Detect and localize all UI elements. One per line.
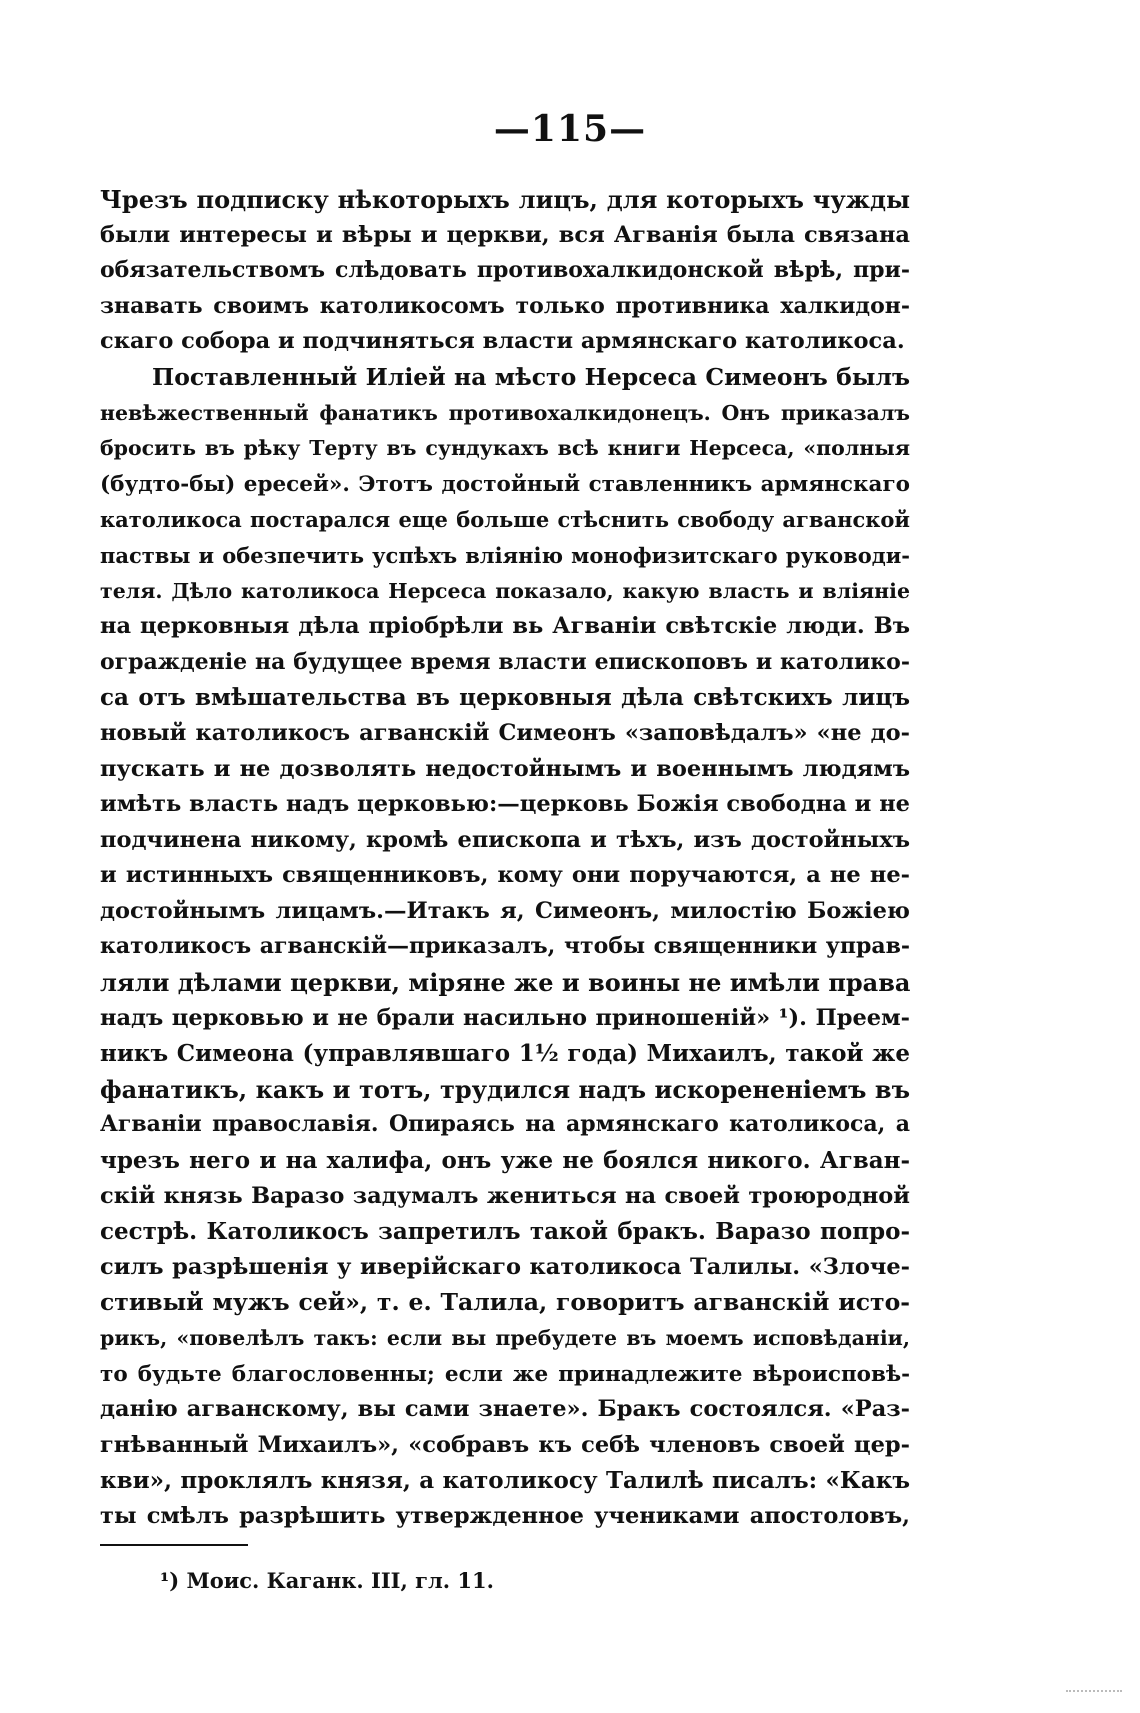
- text-line: кви», проклялъ князя, а католикосу Талилѣ писалъ: «Какъ: [100, 1467, 910, 1495]
- text-line: теля. Дѣло католикоса Нерсеса показало, какую власть и вліяніе: [100, 578, 910, 603]
- text-line: и истинныхъ священниковъ, кому они поручаются, а не не-: [100, 862, 910, 889]
- footnote: ¹) Моис. Каганк. III, гл. 11.: [160, 1568, 494, 1593]
- text-line: католикоса постарался еще больше стѣснить свободу агванской: [100, 507, 910, 533]
- text-line: чрезъ него и на халифа, онъ уже не боялся никого. Агван-: [100, 1147, 910, 1175]
- footnote-divider: [100, 1544, 248, 1546]
- text-line: бросить въ рѣку Терту въ сундукахъ всѣ книги Нерсеса, «полныя: [100, 436, 910, 461]
- text-line: подчинена никому, кромѣ епископа и тѣхъ, изъ достойныхъ: [100, 826, 910, 853]
- text-line: сестрѣ. Католикосъ запретилъ такой бракъ. Варазо попро-: [100, 1218, 910, 1246]
- text-line: никъ Симеона (управлявшаго 1½ года) Михаилъ, такой же: [100, 1040, 910, 1068]
- text-line: пускать и не дозволять недостойнымъ и военнымъ людямъ: [100, 755, 910, 782]
- text-line: Чрезъ подписку нѣкоторыхъ лицъ, для которыхъ чужды: [100, 185, 910, 214]
- text-line: невѣжественный фанатикъ противохалкидонецъ. Онъ приказалъ: [100, 400, 910, 425]
- text-line: гнѣванный Михаилъ», «собравъ къ себѣ членовъ своей цер-: [100, 1431, 910, 1458]
- text-line: рикъ, «повелѣлъ такъ: если вы пребудете въ моемъ исповѣданіи,: [100, 1326, 910, 1350]
- text-line: знавать своимъ католикосомъ только противника халкидон-: [100, 292, 910, 319]
- text-line: скаго собора и подчиняться власти армянскаго католикоса.: [100, 328, 905, 355]
- text-line: на церковныя дѣла пріобрѣли вь Агваніи свѣтскіе люди. Въ: [100, 613, 910, 640]
- page-number: —115—: [493, 108, 647, 150]
- text-line: са отъ вмѣшательства въ церковныя дѣла свѣтскихъ лицъ: [100, 684, 910, 712]
- scan-artifact: [1066, 1690, 1122, 1696]
- text-line: надъ церковью и не брали насильно приношеній» ¹). Преем-: [100, 1004, 910, 1031]
- text-line: Поставленный Иліей на мѣсто Нерсеса Симеонъ былъ: [152, 362, 910, 391]
- text-line: были интересы и вѣры и церкви, вся Агванія была связана: [100, 221, 910, 248]
- text-line: ляли дѣлами церкви, міряне же и воины не имѣли права: [100, 968, 910, 998]
- text-line: фанатикъ, какъ и тотъ, трудился надъ искорененіемъ въ: [100, 1074, 910, 1104]
- text-line: обязательствомъ слѣдовать противохалкидонской вѣрѣ, при-: [100, 257, 910, 284]
- text-line: данію агванскому, вы сами знаете». Бракъ состоялся. «Раз-: [100, 1396, 910, 1423]
- body-text: [100, 182, 910, 1535]
- text-line: паствы и обезпечить успѣхъ вліянію монофизитскаго руководи-: [100, 542, 910, 568]
- text-line: достойнымъ лицамъ.—Итакъ я, Симеонъ, милостію Божіею: [100, 897, 910, 924]
- text-line: имѣть власть надъ церковью:—церковь Божія свободна и не: [100, 791, 910, 818]
- text-line: силъ разрѣшенія у иверійскаго католикоса Талилы. «Злоче-: [100, 1253, 910, 1280]
- text-line: ты смѣлъ разрѣшить утвержденное учениками апостоловъ,: [100, 1502, 910, 1529]
- text-line: Агваніи православія. Опираясь на армянскаго католикоса, а: [100, 1111, 910, 1138]
- text-line: новый католикосъ агванскій Симеонъ «заповѣдалъ» «не до-: [100, 719, 910, 746]
- text-line: то будьте благословенны; если же принадлежите вѣроисповѣ-: [100, 1361, 910, 1387]
- text-line: стивый мужъ сей», т. е. Талила, говоритъ агванскій исто-: [100, 1288, 910, 1317]
- text-line: (будто-бы) ересей». Этотъ достойный ставленникъ армянскаго: [100, 471, 910, 497]
- text-line: огражденіе на будущее время власти епископовъ и католико-: [100, 648, 910, 675]
- text-line: скій князь Варазо задумалъ жениться на своей троюродной: [100, 1182, 910, 1209]
- text-line: католикосъ агванскій—приказалъ, чтобы священники управ-: [100, 933, 910, 960]
